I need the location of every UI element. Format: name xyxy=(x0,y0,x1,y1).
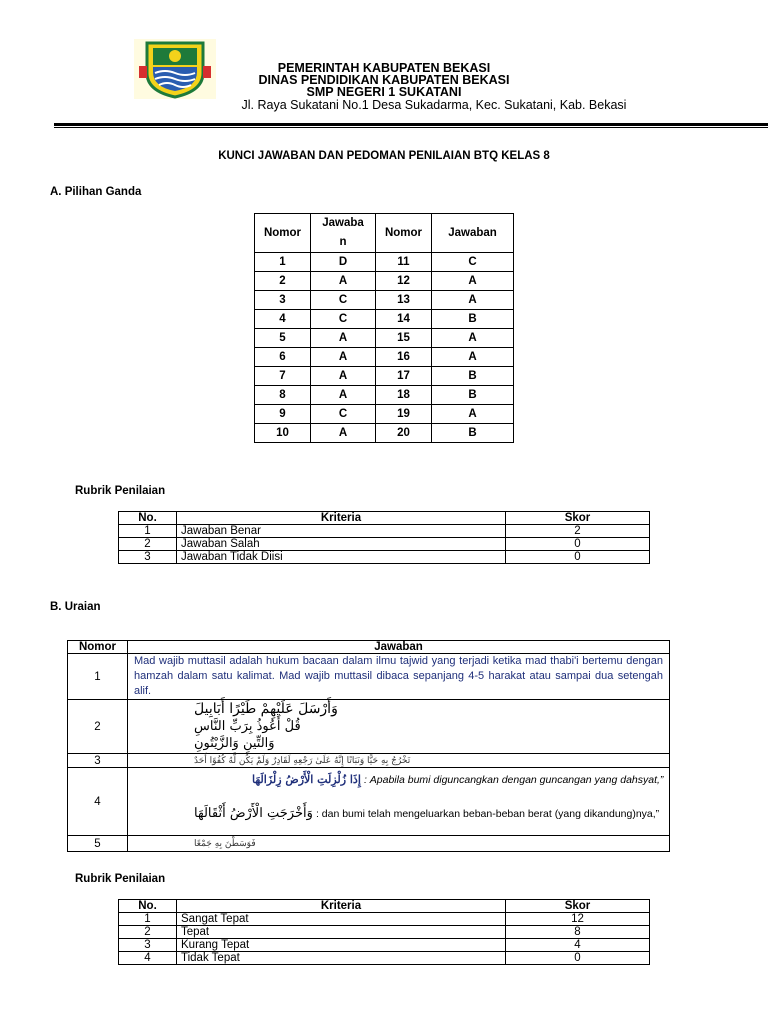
table-row xyxy=(119,939,650,952)
table-row xyxy=(255,329,514,348)
header-line-3: SMP NEGERI 1 SUKATANI xyxy=(306,85,462,99)
mc-number: 13 xyxy=(376,291,432,310)
arabic-verse-2: وَأَخْرَجَتِ الْأَرْضُ أَثْقَالَهَا xyxy=(194,805,313,821)
rubric-a-header-no: No. xyxy=(119,512,177,525)
essay-num-5: 5 xyxy=(68,836,128,852)
essay-num-3: 3 xyxy=(68,754,128,768)
essay-header-nomor: Nomor xyxy=(68,641,128,654)
mc-number: 12 xyxy=(376,272,432,291)
table-row xyxy=(255,386,514,405)
header-line-1: PEMERINTAH KABUPATEN BEKASI xyxy=(277,61,491,75)
rubric-number: 3 xyxy=(119,551,177,564)
rubric-score: 2 xyxy=(506,525,650,538)
table-row xyxy=(119,913,650,926)
rubric-score: 8 xyxy=(506,926,650,939)
rubric-number: 2 xyxy=(119,926,177,939)
table-row xyxy=(255,367,514,386)
rubric-b-header-kriteria: Kriteria xyxy=(177,900,506,913)
section-b-heading: B. Uraian xyxy=(50,601,101,613)
mc-number: 5 xyxy=(255,329,311,348)
table-row xyxy=(119,525,650,538)
rubric-a-header-kriteria: Kriteria xyxy=(177,512,506,525)
mc-answer: A xyxy=(311,348,376,367)
essay-answer-4 xyxy=(128,768,670,836)
rubric-criteria: Jawaban Tidak Diisi xyxy=(177,551,506,564)
table-row xyxy=(68,700,670,754)
table-row xyxy=(68,754,670,768)
table-row xyxy=(255,253,514,272)
rubric-a-heading: Rubrik Penilaian xyxy=(75,485,166,497)
col-header-jawaban-2: Jawaban xyxy=(432,214,514,253)
rubric-number: 3 xyxy=(119,939,177,952)
translation-1: : Apabila bumi diguncangkan dengan guncangan yang dahsyat,” xyxy=(363,773,664,786)
rubric-b-table xyxy=(118,899,650,965)
rubric-a-header-skor: Skor xyxy=(506,512,650,525)
col-header-jawaban: Jawaba n xyxy=(311,214,376,253)
arabic-verse-1: إِذَا زُلْزِلَتِ الْأَرْضُ زِلْزَالَهَا xyxy=(252,772,361,786)
rubric-criteria: Tepat xyxy=(177,926,506,939)
mc-answer: A xyxy=(311,424,376,443)
table-row xyxy=(119,952,650,965)
rubric-b-header-skor: Skor xyxy=(506,900,650,913)
rubric-score: 0 xyxy=(506,551,650,564)
document-title: KUNCI JAWABAN DAN PEDOMAN PENILAIAN BTQ KELAS 8 xyxy=(218,150,550,162)
table-row xyxy=(255,348,514,367)
mc-number: 15 xyxy=(376,329,432,348)
mc-number: 16 xyxy=(376,348,432,367)
mc-answer: A xyxy=(432,291,514,310)
rubric-criteria: Jawaban Salah xyxy=(177,538,506,551)
rubric-criteria: Jawaban Benar xyxy=(177,525,506,538)
arabic-line: وَأَرْسَلَ عَلَيْهِمْ طَيْرًا أَبَابِيلَ xyxy=(194,701,338,717)
rubric-criteria: Sangat Tepat xyxy=(177,913,506,926)
header-divider-thin xyxy=(54,127,768,128)
rubric-score: 0 xyxy=(506,952,650,965)
mc-number: 18 xyxy=(376,386,432,405)
mc-answer: C xyxy=(311,291,376,310)
mc-number: 10 xyxy=(255,424,311,443)
header-divider xyxy=(54,123,768,126)
mc-answer: C xyxy=(432,253,514,272)
mc-answer: B xyxy=(432,424,514,443)
mc-number: 17 xyxy=(376,367,432,386)
table-row xyxy=(119,538,650,551)
essay-answer-1: Mad wajib muttasil adalah hukum bacaan dalam ilmu tajwid yang terjadi ketika mad thabi'i bertemu dengan hamzah dalam satu kalimat. Mad wajib muttasil dibaca sepanjang 4-5 harakat atau sampai dua setengah alif. xyxy=(128,654,670,700)
translation-2: : dan bumi telah mengeluarkan beban-beban berat (yang dikandung)nya,” xyxy=(315,807,660,820)
mc-answer: C xyxy=(311,405,376,424)
essay-answer-3: تَخْرُجُ بِهِ حَيًّا وَنَبَاتًا إِنَّهُ عَلَىٰ رَجْعِهِ لَقَادِرٌ وَلَمْ يَكُن لَّهُ كُفُوًا أَحَدٌ xyxy=(128,754,670,768)
rubric-b-heading: Rubrik Penilaian xyxy=(75,873,166,885)
rubric-number: 4 xyxy=(119,952,177,965)
mc-number: 1 xyxy=(255,253,311,272)
essay-answer-2 xyxy=(128,700,670,754)
essay-num-1: 1 xyxy=(68,654,128,700)
col-header-nomor-2: Nomor xyxy=(376,214,432,253)
rubric-score: 0 xyxy=(506,538,650,551)
rubric-criteria: Tidak Tepat xyxy=(177,952,506,965)
table-row xyxy=(68,768,670,836)
mc-answer: A xyxy=(311,367,376,386)
mc-number: 20 xyxy=(376,424,432,443)
table-row xyxy=(255,291,514,310)
table-row xyxy=(255,272,514,291)
mc-number: 6 xyxy=(255,348,311,367)
mc-number: 9 xyxy=(255,405,311,424)
mc-number: 19 xyxy=(376,405,432,424)
arabic-line: وَالتِّينِ وَالزَّيْتُونِ xyxy=(194,736,275,751)
mc-answer: B xyxy=(432,386,514,405)
mc-number: 14 xyxy=(376,310,432,329)
header-line-2: DINAS PENDIDIKAN KABUPATEN BEKASI xyxy=(258,73,510,87)
table-row xyxy=(255,424,514,443)
table-row xyxy=(68,654,670,700)
header-address: Jl. Raya Sukatani No.1 Desa Sukadarma, Kec. Sukatani, Kab. Bekasi xyxy=(241,98,627,112)
arabic-line: قُلْ أَعُوذُ بِرَبِّ النَّاسِ xyxy=(194,719,301,734)
mc-number: 4 xyxy=(255,310,311,329)
mc-number: 2 xyxy=(255,272,311,291)
rubric-b-header-no: No. xyxy=(119,900,177,913)
mc-answer: A xyxy=(432,272,514,291)
mc-answer: C xyxy=(311,310,376,329)
table-row xyxy=(119,551,650,564)
mc-number: 7 xyxy=(255,367,311,386)
rubric-score: 4 xyxy=(506,939,650,952)
mc-answer: A xyxy=(432,348,514,367)
mc-number: 11 xyxy=(376,253,432,272)
mc-answer: A xyxy=(311,329,376,348)
table-row xyxy=(119,926,650,939)
essay-num-4: 4 xyxy=(68,768,128,836)
essay-answer-table xyxy=(67,640,670,852)
rubric-score: 12 xyxy=(506,913,650,926)
essay-num-2: 2 xyxy=(68,700,128,754)
rubric-number: 2 xyxy=(119,538,177,551)
col-header-nomor: Nomor xyxy=(255,214,311,253)
rubric-number: 1 xyxy=(119,525,177,538)
rubric-number: 1 xyxy=(119,913,177,926)
mc-number: 8 xyxy=(255,386,311,405)
mc-answer: A xyxy=(432,405,514,424)
table-row xyxy=(255,310,514,329)
mc-answer: A xyxy=(432,329,514,348)
mc-answer: B xyxy=(432,310,514,329)
rubric-criteria: Kurang Tepat xyxy=(177,939,506,952)
mc-answer: D xyxy=(311,253,376,272)
table-row xyxy=(68,836,670,852)
table-row xyxy=(255,405,514,424)
multiple-choice-table xyxy=(254,213,514,443)
mc-number: 3 xyxy=(255,291,311,310)
mc-answer: A xyxy=(311,272,376,291)
section-a-heading: A. Pilihan Ganda xyxy=(50,186,142,198)
essay-answer-5: فَوَسَطْنَ بِهِ جَمْعًا xyxy=(128,836,670,852)
mc-answer: A xyxy=(311,386,376,405)
essay-header-jawaban: Jawaban xyxy=(128,641,670,654)
mc-answer: B xyxy=(432,367,514,386)
rubric-a-table xyxy=(118,511,650,564)
